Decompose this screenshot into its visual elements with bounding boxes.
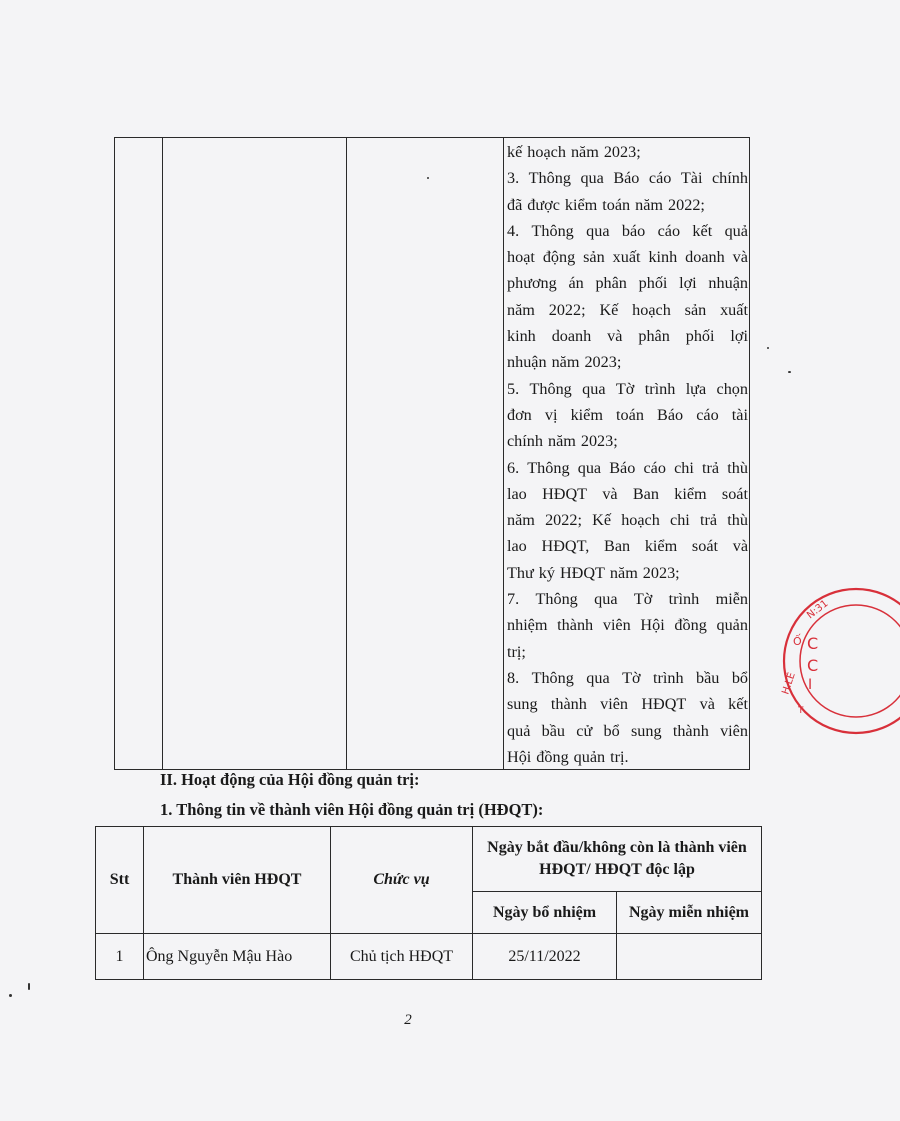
resolution-word: và	[732, 537, 748, 556]
resolution-word: đồng	[674, 616, 707, 635]
resolution-word: năm	[507, 300, 535, 319]
resolution-word: Thông	[527, 458, 570, 477]
resolution-word: trị;	[507, 642, 526, 661]
resolution-word: Tờ	[633, 590, 653, 609]
resolution-word: phân	[595, 274, 627, 293]
resolution-word: đồng	[536, 747, 569, 766]
header-position: Chức vụ	[331, 827, 473, 934]
resolution-word: soát	[721, 484, 748, 503]
resolution-word: năm	[547, 432, 576, 451]
column-divider	[346, 138, 347, 769]
resolution-line	[507, 402, 748, 428]
resolution-word: án	[568, 274, 584, 293]
resolution-word: kiểm	[564, 195, 598, 214]
resolution-word: sung	[507, 695, 538, 714]
scan-speck	[767, 347, 769, 349]
resolution-word: qua	[582, 379, 606, 398]
resolution-word: thành	[550, 695, 587, 714]
resolution-word: 6.	[507, 458, 520, 477]
resolution-line	[507, 297, 748, 323]
scan-speck	[427, 177, 429, 179]
resolution-word: xuất	[612, 248, 641, 267]
resolution-word: 2023;	[642, 563, 680, 582]
resolution-word: HĐQT	[641, 695, 687, 714]
resolution-line	[507, 533, 748, 559]
resolution-word: quản	[573, 747, 606, 766]
resolution-word: phân	[638, 327, 670, 346]
resolution-word: 3.	[507, 169, 520, 188]
resolution-line	[507, 639, 748, 665]
resolution-line	[507, 586, 748, 612]
resolution-word: trình	[644, 379, 676, 398]
resolution-line	[507, 192, 748, 218]
header-stt: Stt	[96, 827, 144, 934]
section-ii-heading: II. Hoạt động của Hội đồng quản trị:	[160, 770, 420, 789]
resolution-word: động	[542, 248, 576, 267]
resolution-word: kinh	[648, 248, 678, 267]
resolution-word: trình	[652, 668, 684, 687]
header-date-group: Ngày bắt đầu/không còn là thành viên HĐQT/ HĐQT độc lập	[473, 827, 762, 892]
resolution-word: 2022;	[548, 300, 586, 319]
resolution-line	[507, 455, 748, 481]
resolution-word: vị	[544, 405, 558, 424]
scan-speck	[28, 983, 30, 990]
resolution-word: Tài	[680, 169, 703, 188]
section-1-heading: 1. Thông tin về thành viên Hội đồng quản trị (HĐQT):	[160, 800, 544, 819]
resolution-word: 2022;	[668, 195, 705, 214]
resolution-word: bổ	[603, 721, 620, 740]
resolution-word: miễn	[715, 590, 748, 609]
resolution-word: qua	[577, 458, 602, 477]
resolution-word: Báo	[613, 169, 640, 188]
resolution-word: Báo	[609, 458, 636, 477]
resolution-word: trị.	[610, 747, 629, 766]
resolution-word: HĐQT,	[541, 537, 590, 556]
resolution-word: năm	[570, 143, 599, 161]
resolution-word: nhuận	[507, 353, 547, 372]
resolution-content-cell	[504, 138, 749, 769]
resolution-word: 5.	[507, 379, 520, 398]
resolution-word: Tờ	[622, 668, 641, 687]
resolution-line	[507, 428, 748, 454]
scan-speck	[9, 994, 12, 997]
resolution-word: kinh	[507, 327, 536, 346]
cell-stt: 1	[96, 934, 144, 980]
cell-dismissed	[617, 934, 762, 980]
resolution-word: Thông	[531, 221, 574, 240]
company-seal-icon	[780, 585, 900, 735]
resolution-line	[507, 165, 748, 191]
resolution-word: 2022;	[545, 511, 582, 530]
resolution-word: doanh	[551, 327, 592, 346]
resolution-word: quả	[724, 221, 748, 240]
resolution-line	[507, 718, 748, 744]
resolution-word: bầu	[541, 721, 566, 740]
resolution-word: 2023;	[580, 432, 618, 451]
table-row	[96, 934, 762, 980]
resolution-word: 4.	[507, 221, 520, 240]
resolution-line	[507, 481, 748, 507]
members-table	[95, 826, 762, 980]
resolution-word: Thông	[529, 379, 572, 398]
resolution-word: Thông	[531, 668, 574, 687]
resolution-word: trả	[702, 458, 720, 477]
resolution-line	[507, 560, 748, 586]
resolution-word: cử	[576, 721, 593, 740]
resolution-word: và	[732, 248, 748, 267]
resolution-word: cáo	[657, 221, 681, 240]
resolution-line	[507, 376, 748, 402]
resolution-word: Ban	[604, 537, 631, 556]
resolution-word: doanh	[685, 248, 725, 267]
resolution-word: được	[527, 195, 560, 214]
resolution-word: viên	[602, 616, 631, 635]
resolution-word: trả	[700, 511, 718, 530]
resolution-word: Tờ	[615, 379, 635, 398]
resolution-word: qua	[594, 590, 618, 609]
cell-member: Ông Nguyễn Mậu Hào	[144, 934, 331, 980]
resolution-word: kiểm	[570, 405, 603, 424]
resolution-word: HĐQT	[542, 484, 588, 503]
header-dismissed: Ngày miễn nhiệm	[617, 892, 762, 934]
resolution-word: 8.	[507, 668, 520, 687]
resolution-line	[507, 349, 748, 375]
resolution-word: Thư	[507, 563, 534, 582]
resolution-word: nhuận	[708, 274, 748, 293]
resolution-word: quản	[716, 616, 748, 635]
resolution-line	[507, 323, 748, 349]
resolution-word: lợi	[679, 274, 697, 293]
resolution-word: thù	[727, 458, 748, 477]
resolution-word: chi	[670, 511, 690, 530]
seal-text: Ố	[793, 635, 802, 648]
resolution-word: quả	[507, 721, 531, 740]
resolution-word: qua	[586, 668, 610, 687]
resolution-line	[507, 244, 748, 270]
resolution-word: 2023;	[584, 353, 622, 372]
resolution-word: sung	[630, 721, 662, 740]
resolution-word: cáo	[643, 458, 666, 477]
cell-appointed: 25/11/2022	[473, 934, 617, 980]
resolution-word: kiểm	[674, 484, 707, 503]
resolution-word: qua	[586, 221, 610, 240]
resolution-word: phương	[507, 274, 557, 293]
resolution-line	[507, 691, 748, 717]
resolution-word: Hội	[640, 616, 665, 635]
resolution-word: cáo	[696, 405, 719, 424]
resolution-word: tài	[731, 405, 748, 424]
resolution-word: kiểm	[644, 537, 678, 556]
resolution-word: năm	[609, 563, 638, 582]
scan-speck	[788, 371, 791, 373]
header-member: Thành viên HĐQT	[144, 827, 331, 934]
resolution-word: lao	[507, 484, 527, 503]
resolution-word: nhiệm	[507, 616, 548, 635]
resolution-word: toán	[616, 405, 644, 424]
resolution-word: sản	[684, 300, 707, 319]
resolution-word: đơn	[507, 405, 532, 424]
resolution-word: xuất	[720, 300, 748, 319]
seal-text: H.LÊ	[780, 671, 798, 696]
resolution-word: hoạch	[621, 511, 660, 530]
resolution-line	[507, 218, 748, 244]
seal-text: C	[807, 634, 819, 653]
page-number: 2	[404, 1012, 412, 1028]
resolution-word: 2023;	[603, 143, 641, 161]
column-divider	[162, 138, 163, 769]
resolution-word: 7.	[507, 590, 520, 609]
resolution-word: và	[699, 695, 715, 714]
resolution-line	[507, 665, 748, 691]
resolution-word: soát	[691, 537, 718, 556]
resolution-word: Hội	[507, 747, 532, 766]
resolution-line	[507, 139, 748, 165]
resolution-word: Ban	[632, 484, 659, 503]
resolution-word: phối	[685, 327, 715, 346]
resolution-word: kết	[692, 221, 713, 240]
resolution-word: viên	[600, 695, 629, 714]
resolution-word: Kế	[592, 511, 611, 530]
resolution-word: thành	[557, 616, 594, 635]
resolution-word: chi	[674, 458, 694, 477]
resolution-word: bầu	[696, 668, 720, 687]
resolution-word: cáo	[648, 169, 672, 188]
resolution-table	[114, 137, 750, 770]
resolution-word: viên	[720, 721, 748, 740]
resolution-word: bổ	[731, 668, 748, 687]
resolution-word: thành	[672, 721, 709, 740]
resolution-word: năm	[507, 511, 535, 530]
resolution-word: Thông	[535, 590, 578, 609]
resolution-word: hoạch	[632, 300, 671, 319]
resolution-line	[507, 507, 748, 533]
resolution-word: năm	[551, 353, 580, 372]
resolution-word: và	[607, 327, 623, 346]
resolution-word: kế	[507, 143, 523, 161]
resolution-word: Báo	[657, 405, 684, 424]
resolution-word: toán	[602, 195, 631, 214]
resolution-line	[507, 744, 748, 770]
seal-text: N:31	[805, 598, 831, 622]
resolution-word: kết	[728, 695, 748, 714]
resolution-word: năm	[635, 195, 664, 214]
resolution-word: qua	[580, 169, 604, 188]
resolution-word: thù	[727, 511, 748, 530]
resolution-word: đã	[507, 195, 523, 214]
resolution-word: hoạt	[507, 248, 535, 267]
resolution-word: chọn	[716, 379, 748, 398]
resolution-word: lao	[507, 537, 527, 556]
resolution-word: Thông	[528, 169, 571, 188]
resolution-word: báo	[621, 221, 646, 240]
resolution-word: lựa	[685, 379, 707, 398]
resolution-word: sản	[583, 248, 605, 267]
resolution-word: hoạch	[527, 143, 566, 161]
resolution-word: ký	[538, 563, 555, 582]
resolution-word: HĐQT	[559, 563, 605, 582]
resolution-word: trình	[668, 590, 700, 609]
resolution-word: và	[602, 484, 618, 503]
resolution-word: Kế	[599, 300, 619, 319]
seal-text: I	[808, 677, 813, 693]
resolution-word: chính	[712, 169, 748, 188]
resolution-line	[507, 612, 748, 638]
resolution-word: phối	[638, 274, 668, 293]
header-appointed: Ngày bổ nhiệm	[473, 892, 617, 934]
seal-text: T	[798, 706, 804, 716]
resolution-word: lợi	[730, 327, 748, 346]
resolution-word: chính	[507, 432, 543, 451]
resolution-line	[507, 270, 748, 296]
cell-position: Chủ tịch HĐQT	[331, 934, 473, 980]
seal-text: C	[807, 656, 819, 675]
